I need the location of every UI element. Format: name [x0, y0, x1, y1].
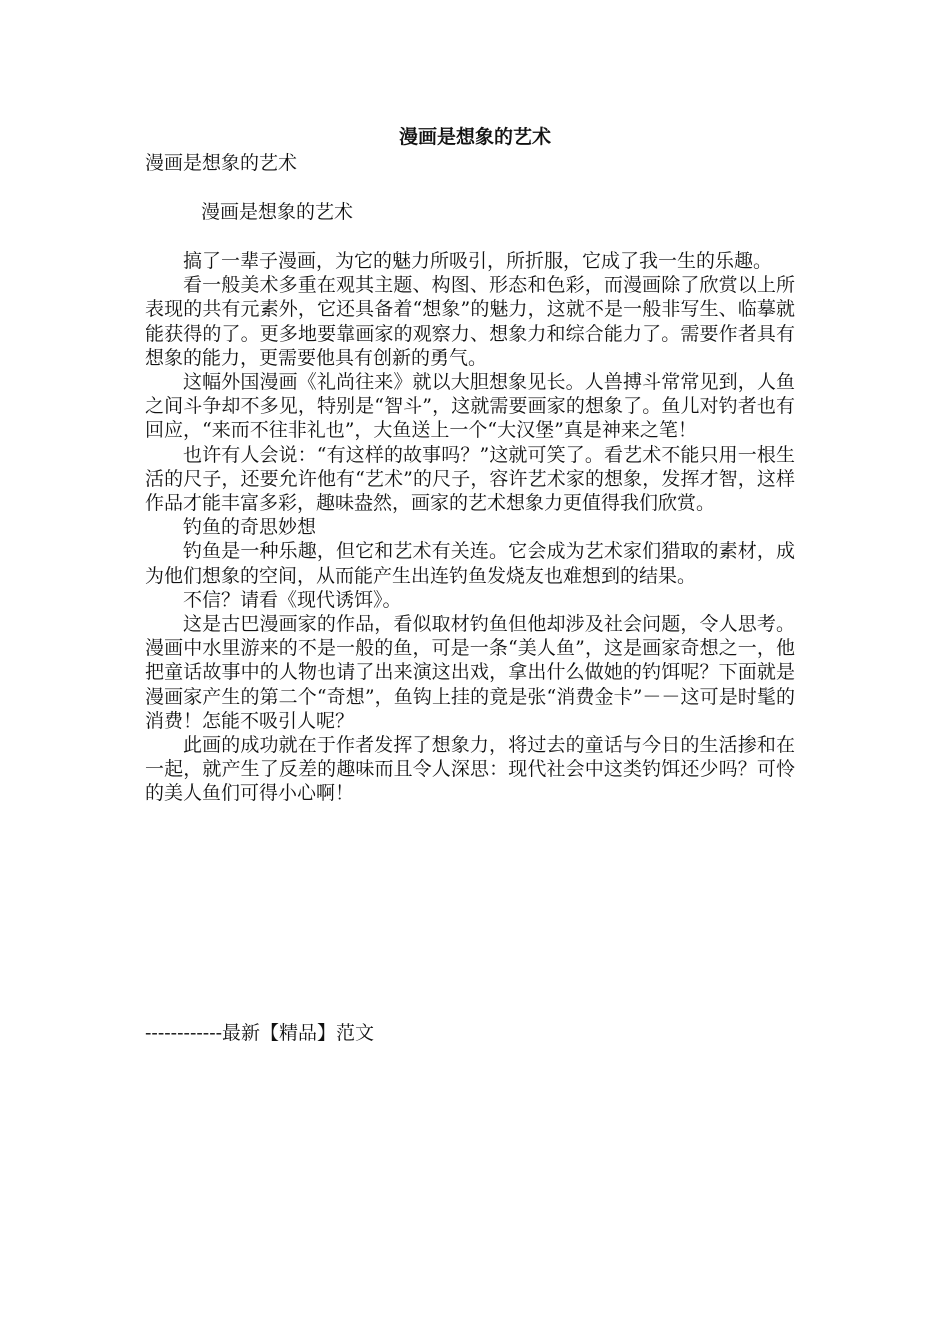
document-footer: ------------最新【精品】范文 — [145, 1022, 375, 1044]
document-subtitle: 漫画是想象的艺术 — [145, 152, 298, 174]
paragraph: 看一般美术多重在观其主题、构图、形态和色彩，而漫画除了欣赏以上所表现的共有元素外，它还具备着“想象”的魅力，这就不是一般非写生、临摹就能获得的了。更多地要靠画家的观察力、想象力和综合能力了。需要作者具有想象的能力，更需要他具有创新的勇气。 — [145, 274, 795, 369]
paragraph: 不信？请看《现代诱饵》。 — [183, 588, 402, 611]
document-body — [145, 249, 795, 806]
paragraph: 钓鱼是一种乐趣，但它和艺术有关连。它会成为艺术家们猎取的素材，成为他们想象的空间，从而能产生出连钓鱼发烧友也难想到的结果。 — [145, 540, 795, 587]
paragraph: 这是古巴漫画家的作品，看似取材钓鱼但他却涉及社会问题，令人思考。漫画中水里游来的不是一般的鱼，可是一条“美人鱼”，这是画家奇想之一，他把童话故事中的人物也请了出来演这出戏，拿出什么做她的钓饵呢？下面就是漫画家产生的第二个“奇想”，鱼钩上挂的竟是张“消费金卡”－－这可是时髦的消费！怎能不吸引人呢？ — [145, 613, 795, 732]
document-subtitle-indented: 漫画是想象的艺术 — [201, 201, 354, 223]
section-heading: 钓鱼的奇思妙想 — [183, 516, 317, 539]
document-title: 漫画是想象的艺术 — [398, 126, 551, 148]
paragraph: 搞了一辈子漫画，为它的魅力所吸引，所折服，它成了我一生的乐趣。 — [183, 250, 773, 272]
paragraph: 这幅外国漫画《礼尚往来》就以大胆想象见长。人兽搏斗常常见到，人鱼之间斗争却不多见，特别是“智斗”，这就需要画家的想象了。鱼儿对钓者也有回应，“来而不往非礼也”，大鱼送上一个“大汉堡”真是神来之笔！ — [145, 371, 795, 442]
paragraph: 也许有人会说：“有这样的故事吗？”这就可笑了。看艺术不能只用一根生活的尺子，还要允许他有“艺术”的尺子，容许艺术家的想象，发挥才智，这样作品才能丰富多彩，趣味盎然，画家的艺术想象力更值得我们欣赏。 — [145, 443, 795, 515]
paragraph: 此画的成功就在于作者发挥了想象力，将过去的童话与今日的生活掺和在一起，就产生了反差的趣味而且令人深思：现代社会中这类钓饵还少吗？可怜的美人鱼们可得小心啊！ — [145, 734, 795, 805]
